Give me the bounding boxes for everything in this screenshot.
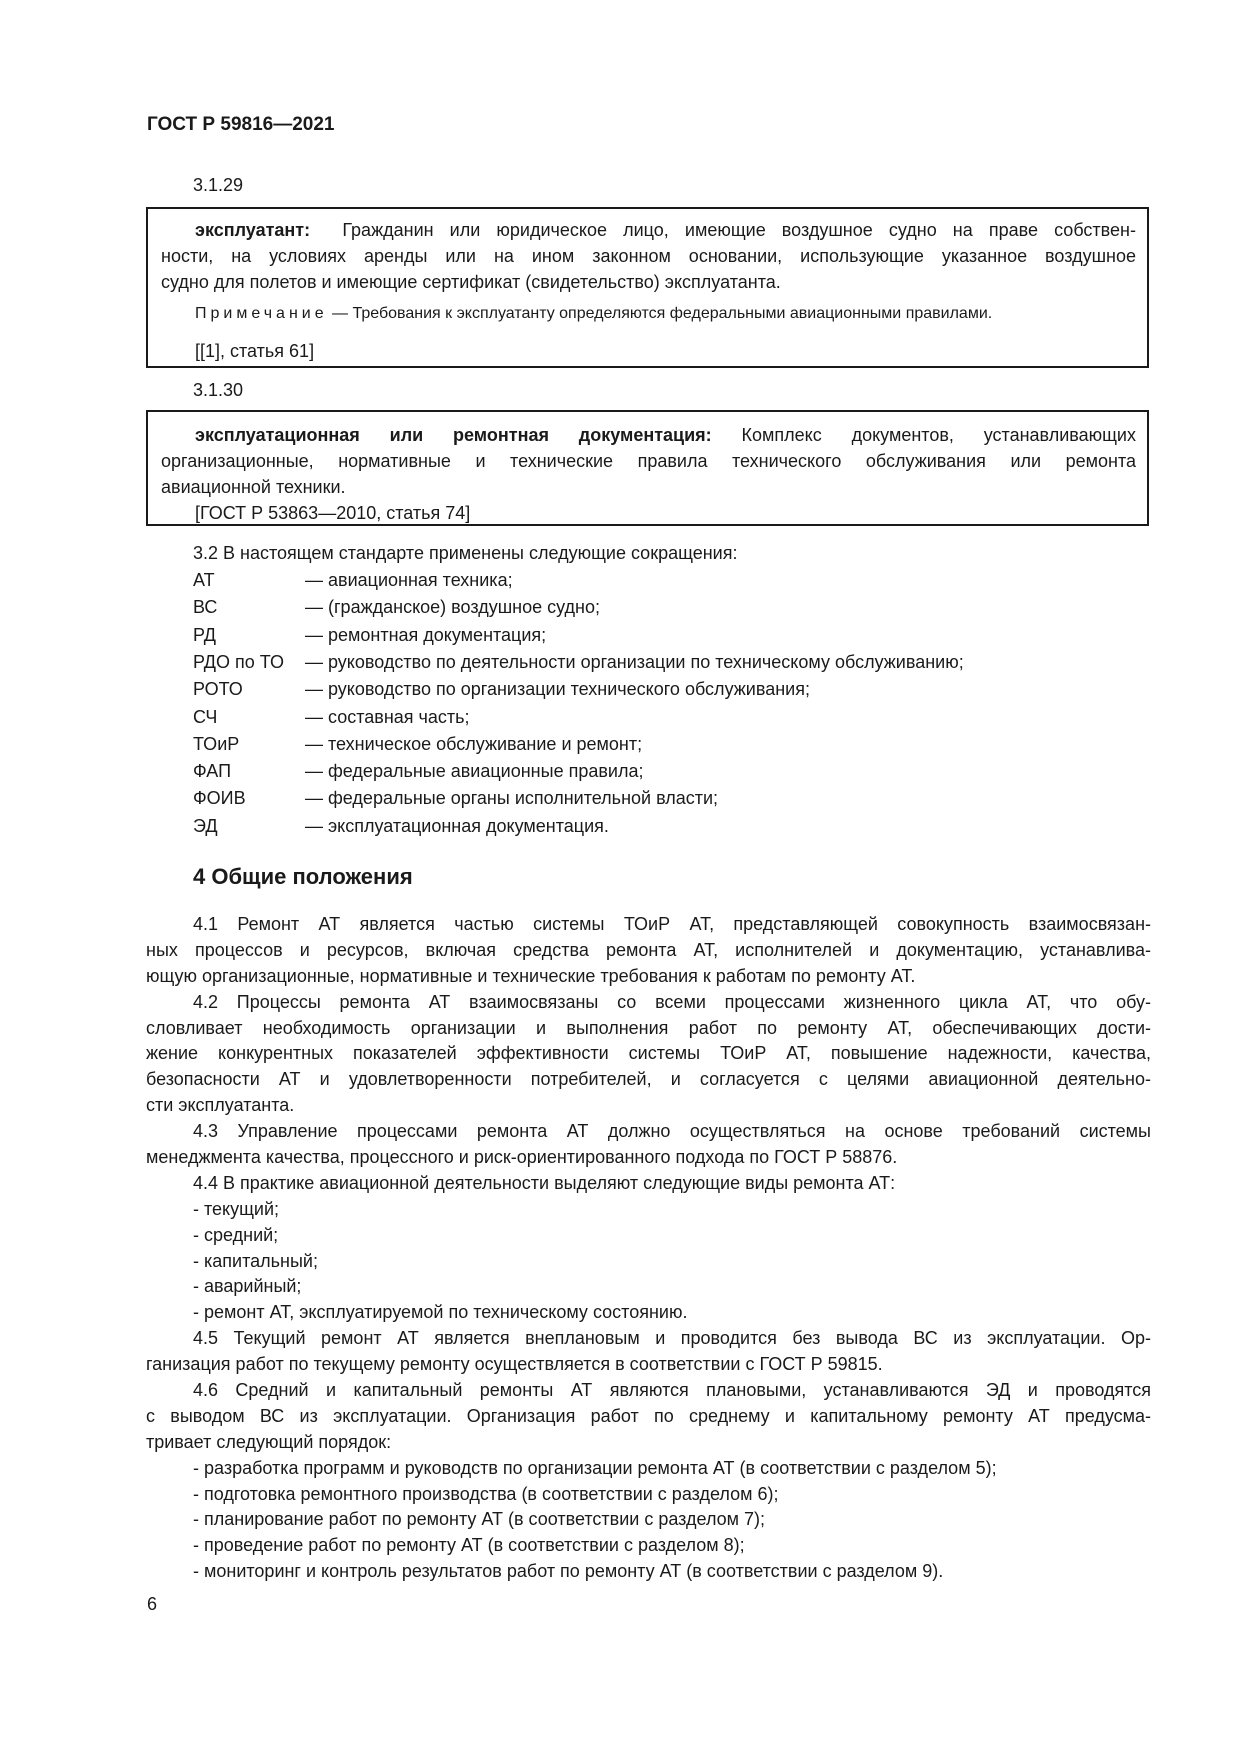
abbreviation-row xyxy=(193,758,643,785)
term-label: эксплуатант: xyxy=(195,220,311,240)
term-line xyxy=(161,217,1136,243)
list-item: - проведение работ по ремонту АТ (в соответствии с разделом 8); xyxy=(193,1535,745,1556)
abbreviation: АТ xyxy=(193,570,215,590)
list-item: - капитальный; xyxy=(193,1250,318,1271)
abbreviation-row xyxy=(193,649,964,676)
abbreviation: РД xyxy=(193,624,216,645)
abbreviation-description: — ремонтная документация; xyxy=(305,624,547,645)
abbreviation-description: — (гражданское) воздушное судно; xyxy=(305,597,600,618)
list-item: - разработка программ и руководств по организации ремонта АТ (в соответствии с разделом 5); xyxy=(193,1457,997,1478)
abbreviation-description: — федеральные органы исполнительной власти; xyxy=(305,788,719,809)
term-line: ности, на условиях аренды или на ином законном основании, использующие указанное воздушное xyxy=(161,246,1136,266)
abbreviation-description: — техническое обслуживание и ремонт; xyxy=(305,733,643,754)
abbreviations-intro: 3.2 В настоящем стандарте применены следующие сокращения: xyxy=(193,543,738,563)
document-header: ГОСТ Р 59816—2021 xyxy=(147,114,335,135)
paragraph-line: 4.3 Управление процессами ремонта АТ должно осуществляться на основе требований системы xyxy=(193,1121,1151,1142)
term-box-documentation xyxy=(146,410,1149,526)
list-item: - средний; xyxy=(193,1224,279,1245)
term-label: эксплуатационная или ремонтная документация: xyxy=(195,425,712,445)
abbreviation-row xyxy=(193,567,513,594)
abbreviation-description: — руководство по организации технического обслуживания; xyxy=(305,679,810,700)
paragraph-line: безопасности АТ и удовлетворенности потребителей, и согласуется с целями авиационной деятельно- xyxy=(146,1069,1151,1090)
list-item: - ремонт АТ, эксплуатируемой по техническому состоянию. xyxy=(193,1302,688,1323)
paragraph-line: с выводом ВС из эксплуатации. Организация работ по среднему и капитальному ремонту АТ предусма- xyxy=(146,1405,1151,1426)
paragraph-line: ющую организационные, нормативные и технические требования к работам по ремонту АТ. xyxy=(146,965,916,986)
paragraph-line: 4.6 Средний и капитальный ремонты АТ являются плановыми, устанавливаются ЭД и проводятся xyxy=(193,1380,1151,1401)
abbreviation: ТОиР xyxy=(193,733,240,754)
section-heading: 4 Общие положения xyxy=(193,864,413,889)
paragraph-line: ганизация работ по текущему ремонту осуществляется в соответствии с ГОСТ Р 59815. xyxy=(146,1354,883,1375)
abbreviation: ЭД xyxy=(193,815,218,836)
abbreviation-description: — руководство по деятельности организации по техническому обслуживанию; xyxy=(305,651,964,672)
paragraph-line: менеджмента качества, процессного и риск-ориентированного подхода по ГОСТ Р 58876. xyxy=(146,1147,898,1168)
term-line: организационные, нормативные и технические правила технического обслуживания или ремонта xyxy=(161,451,1136,471)
abbreviation-description: — составная часть; xyxy=(305,706,470,727)
paragraph-line: 4.5 Текущий ремонт АТ является внеплановым и проводится без вывода ВС из эксплуатации. Ор- xyxy=(193,1328,1151,1349)
note-text: — Требования к эксплуатанту определяются федеральными авиационными правилами. xyxy=(327,305,993,322)
abbreviation: РОТО xyxy=(193,679,243,700)
list-item: - подготовка ремонтного производства (в соответствии с разделом 6); xyxy=(193,1483,779,1504)
note-label: Примечание xyxy=(195,305,328,322)
abbreviation-row xyxy=(193,594,600,621)
term-line: авиационной техники. xyxy=(161,477,346,497)
paragraph-line: жение конкурентных показателей эффективности системы ТОиР АТ, повышение надежности, качества, xyxy=(146,1043,1151,1064)
paragraph-line: 4.4 В практике авиационной деятельности выделяют следующие виды ремонта АТ: xyxy=(193,1172,896,1193)
abbreviation-description: — авиационная техника; xyxy=(305,570,513,590)
paragraph-line: 4.1 Ремонт АТ является частью системы ТОиР АТ, представляющей совокупность взаимосвязан- xyxy=(193,914,1151,934)
paragraph-line: словливает необходимость организации и выполнения работ по ремонту АТ, обеспечивающих дости- xyxy=(146,1017,1151,1038)
paragraph-line: тривает следующий порядок: xyxy=(146,1431,392,1452)
abbreviation-row xyxy=(193,813,609,840)
abbreviation-description: — федеральные авиационные правила; xyxy=(305,761,644,782)
term-text: Комплекс документов, устанавливающих xyxy=(741,425,1136,445)
abbreviation-row xyxy=(193,676,810,703)
list-item: - мониторинг и контроль результатов работ по ремонту АТ (в соответствии с разделом 9). xyxy=(193,1561,944,1582)
abbreviation: СЧ xyxy=(193,706,218,727)
abbreviation-row xyxy=(193,622,546,649)
abbreviation-description: — эксплуатационная документация. xyxy=(305,815,609,836)
abbreviation-row xyxy=(193,704,470,731)
term-line: судно для полетов и имеющие сертификат (свидетельство) эксплуатанта. xyxy=(161,272,781,292)
term-number: 3.1.29 xyxy=(193,175,244,195)
section-4-body xyxy=(146,912,1151,1585)
term-source: [[1], статья 61] xyxy=(195,341,315,361)
abbreviation-row xyxy=(193,785,718,812)
term-line xyxy=(161,422,1136,448)
list-item: - планирование работ по ремонту АТ (в соответствии с разделом 7); xyxy=(193,1509,766,1530)
abbreviation: ФОИВ xyxy=(193,788,246,809)
term-text: Гражданин или юридическое лицо, имеющие воздушное судно на праве собствен- xyxy=(342,220,1136,240)
term-note xyxy=(161,301,1136,327)
page-number: 6 xyxy=(147,1594,158,1614)
paragraph-line: ных процессов и ресурсов, включая средства ремонта АТ, исполнителей и документацию, устанавлива- xyxy=(146,939,1151,960)
paragraph-line: сти эксплуатанта. xyxy=(146,1095,295,1116)
list-item: - текущий; xyxy=(193,1198,280,1219)
paragraph-line: 4.2 Процессы ремонта АТ взаимосвязаны со всеми процессами жизненного цикла АТ, что обу- xyxy=(193,991,1151,1012)
abbreviation: ВС xyxy=(193,597,218,618)
abbreviation: РДО по ТО xyxy=(193,651,284,672)
abbreviation: ФАП xyxy=(193,761,232,782)
term-box-exploitant xyxy=(146,207,1149,368)
list-item: - аварийный; xyxy=(193,1276,302,1297)
abbreviation-row xyxy=(193,731,642,758)
term-number: 3.1.30 xyxy=(193,380,244,400)
term-source: [ГОСТ Р 53863—2010, статья 74] xyxy=(195,503,471,523)
